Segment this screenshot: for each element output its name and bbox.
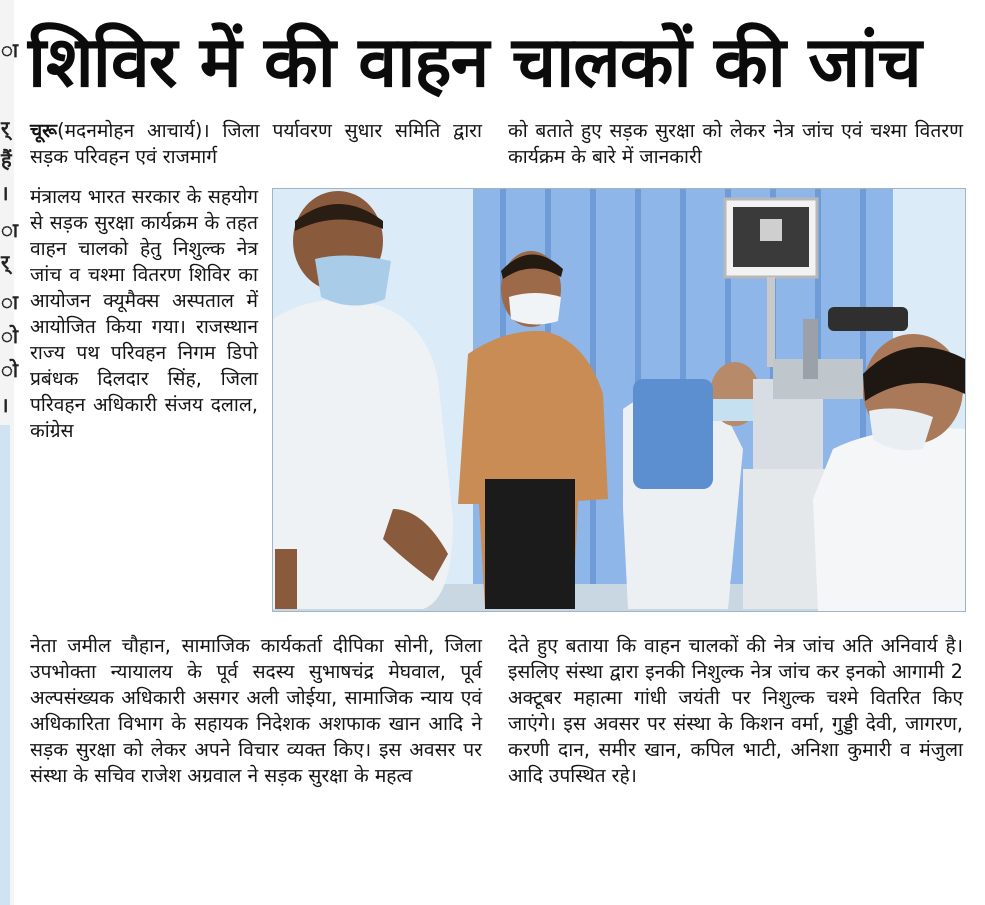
- body-text: मंत्रालय भारत सरकार के सहयोग से सड़क सुरक्षा कार्यक्रम के तहत वाहन चालको हेतु निशुल्क नेत्र जांच व चश्मा वितरण शिविर का आयोजन क्यूमैक्स अस्पताल में आयोजित किया गया। राजस्थान राज्य पथ परिवहन निगम डिपो प्रबंधक दिलदार सिंह, जिला परिवहन अधिकारी संजय दलाल, कांग्रेस: [30, 185, 258, 442]
- article-column-2-bottom: [508, 633, 963, 789]
- edge-fragment: ो: [1, 324, 19, 348]
- photo-illustration: [273, 189, 965, 611]
- edge-fragment: ो: [1, 358, 19, 382]
- edge-fragment: हैं: [1, 148, 12, 172]
- article-column-2-top: [508, 118, 963, 170]
- edge-fragment: ा: [1, 218, 19, 242]
- body-text: देते हुए बताया कि वाहन चालकों की नेत्र जांच अति अनिवार्य है। इसलिए संस्था द्वारा इनकी निशुल्क नेत्र जांच कर इनको आगामी 2 अक्टूबर महात्मा गांधी जयंती पर निशुल्क चश्मे वितरित किए जाएंगे। इस अवसर पर संस्था के किशन वर्मा, गुड्डी देवी, जागरण, करणी दान, समीर खान, कपिल भाटी, अनिशा कुमारी व मंजुला आदि उपस्थित रहे।: [508, 634, 963, 787]
- headline: शिविर में की वाहन चालकों की जांच: [28, 21, 921, 103]
- adjacent-blue-panel: [0, 425, 10, 905]
- edge-fragment: ा: [1, 290, 19, 314]
- chair: [633, 379, 713, 489]
- byline: (मदनमोहन आचार्य): [57, 119, 203, 142]
- edge-fragment: ।: [1, 181, 9, 205]
- body-text: को बताते हुए सड़क सुरक्षा को लेकर नेत्र जांच एवं चश्मा वितरण कार्यक्रम के बारे में जानकारी: [508, 119, 963, 168]
- edge-fragment: र्: [1, 250, 10, 274]
- news-photo-eye-checkup: [272, 188, 966, 612]
- edge-fragment: ।: [1, 393, 9, 417]
- body-text: । जिला पर्यावरण सुधार समिति द्वारा सड़क परिवहन एवं राजमार्ग: [30, 119, 482, 168]
- edge-fragment: र्: [1, 116, 10, 140]
- dateline: चूरू: [30, 119, 58, 142]
- article-column-1-top: [30, 118, 482, 170]
- article-column-1-bottom: [30, 633, 482, 789]
- article-column-1-narrow: [30, 184, 258, 444]
- edge-fragment: ा: [1, 38, 19, 62]
- body-text: नेता जमील चौहान, सामाजिक कार्यकर्ता दीपिका सोनी, जिला उपभोक्ता न्यायालय के पूर्व सदस्य सुभाषचंद्र मेघवाल, पूर्व अल्पसंख्यक अधिकारी असगर अली जोईया, सामाजिक न्याय एवं अधिकारिता विभाग के सहायक निदेशक अशफाक खान आदि ने सड़क सुरक्षा को लेकर अपने विचार व्यक्त किए। इस अवसर पर संस्था के सचिव राजेश अग्रवाल ने सड़क सुरक्षा के महत्व: [30, 634, 482, 787]
